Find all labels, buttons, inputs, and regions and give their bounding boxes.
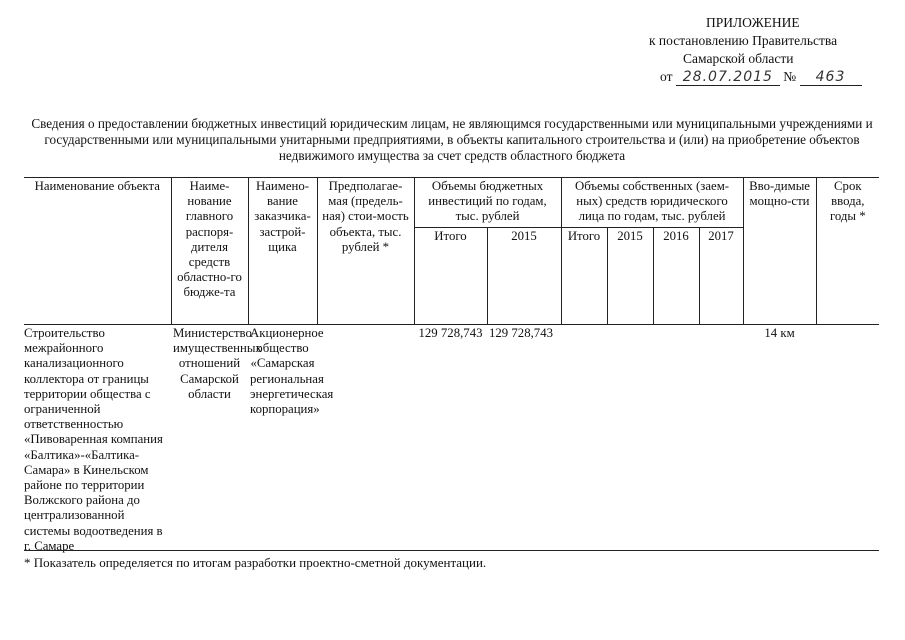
header-own-2017: 2017: [699, 228, 743, 325]
table-row: [24, 325, 879, 556]
header-own-total: Итого: [561, 228, 607, 325]
number-prefix: №: [783, 69, 797, 84]
footnote-divider: [24, 550, 879, 551]
header-main-manager: Наиме-нование главного распоря-дителя средств областно-го бюдже-та: [171, 178, 248, 325]
cell-capacity: 14 км: [743, 325, 816, 556]
document-title: Сведения о предоставлении бюджетных инвестиций юридическим лицам, не являющимся государственными или муниципальными учреждениями и государственными или муниципальными унитарными предприятиями, в объекты капитального строительства и (или) на приобретение объектов недвижимого имущества за счет средств областного бюджета: [31, 116, 873, 163]
cell-own-total: [561, 325, 607, 556]
header-deadline: Срок ввода, годы *: [816, 178, 879, 325]
cell-own-2016: [653, 325, 699, 556]
cell-customer: Акционерное общество «Самарская региональная энергетическая корпорация»: [248, 325, 317, 556]
appendix-line-decree: к постановлению Правительства: [649, 33, 838, 48]
cell-object-name: Строительство межрайонного канализационного коллектора от границы территории общества с ограниченной ответственностью «Пивоваренная компания «Балтика»-«Балтика-Самара» в Кинельском районе по территории Волжского района до централизованной системы водоотведения в г. Самаре: [24, 325, 171, 556]
cell-estimated-cost: [317, 325, 414, 556]
appendix-date-line: [660, 69, 862, 86]
header-own-2016: 2016: [653, 228, 699, 325]
header-object-name: Наименование объекта: [24, 178, 171, 325]
footnote: * Показатель определяется по итогам разработки проектно-сметной документации.: [24, 555, 487, 570]
header-capacity: Вво-димые мощно-сти: [743, 178, 816, 325]
header-budget-2015: 2015: [487, 228, 561, 325]
header-own-2015: 2015: [607, 228, 653, 325]
cell-budget-2015: 129 728,743: [487, 325, 561, 556]
header-budget-total: Итого: [414, 228, 487, 325]
cell-main-manager: Министерство имущественных отношений Самарской области: [171, 325, 248, 556]
header-own-group: Объемы собственных (заем-ных) средств юридического лица по годам, тыс. рублей: [561, 178, 743, 228]
cell-deadline: [816, 325, 879, 556]
header-budget-group: Объемы бюджетных инвестиций по годам, тыс. рублей: [414, 178, 561, 228]
date-prefix: от: [660, 69, 673, 84]
cell-budget-total: 129 728,743: [414, 325, 487, 556]
appendix-title: ПРИЛОЖЕНИЕ: [706, 15, 800, 30]
cell-own-2015: [607, 325, 653, 556]
number-handwritten: 463: [800, 70, 862, 86]
date-handwritten: 28.07.2015: [676, 70, 780, 86]
header-estimated-cost: Предполагае-мая (предель-ная) стои-мость объекта, тыс. рублей *: [317, 178, 414, 325]
investment-table: [24, 177, 879, 555]
appendix-line-region: Самарской области: [683, 51, 794, 66]
cell-own-2017: [699, 325, 743, 556]
header-customer: Наимено-вание заказчика-застрой-щика: [248, 178, 317, 325]
